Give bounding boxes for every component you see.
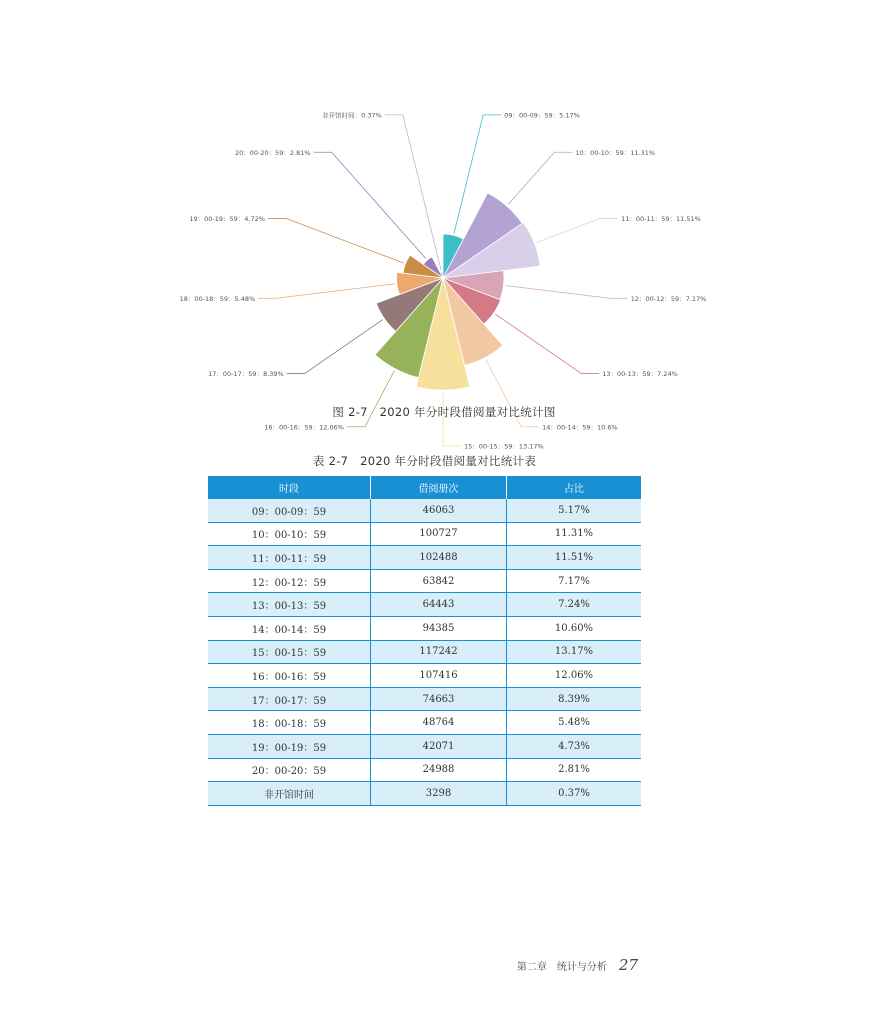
table-row (208, 782, 641, 806)
cell-period: 11：00-11：59 (208, 546, 371, 570)
cell-count: 46063 (371, 499, 507, 522)
slice-label: 18：00-18：59：5.48% (179, 294, 256, 303)
table-row (208, 569, 641, 593)
figure-caption: 图 2-7 2020 年分时段借阅量对比统计图 (332, 405, 556, 419)
slice-label: 17：00-17：59：8.39% (208, 369, 284, 378)
table-row (208, 546, 641, 570)
table-row (208, 758, 641, 782)
cell-count: 3298 (371, 782, 507, 806)
cell-percent: 11.31% (507, 522, 642, 546)
leader-line (314, 152, 426, 258)
slice-label: 19：00-19：59：4.72% (189, 214, 265, 223)
table-row (208, 711, 641, 735)
leader-line (508, 152, 572, 204)
cell-count: 42071 (371, 734, 507, 758)
cell-percent: 13.17% (507, 640, 642, 664)
table-row (208, 734, 641, 758)
header-percent: 占比 (507, 476, 642, 499)
cell-count: 24988 (371, 758, 507, 782)
cell-period: 18：00-18：59 (208, 711, 371, 735)
cell-percent: 8.39% (507, 687, 642, 711)
slice-label: 10：00-10：59：11.31% (575, 148, 656, 157)
cell-percent: 7.24% (507, 593, 642, 617)
slice-label: 15：00-15：59：13.17% (464, 442, 544, 451)
cell-period: 19：00-19：59 (208, 734, 371, 758)
table-row (208, 664, 641, 688)
cell-count: 63842 (371, 569, 507, 593)
cell-period: 10：00-10：59 (208, 522, 371, 546)
cell-period: 15：00-15：59 (208, 640, 371, 664)
slice-label: 09：00-09：59：5.17% (504, 111, 580, 120)
table-caption: 表 2-7 2020 年分时段借阅量对比统计表 (312, 454, 537, 468)
cell-period: 09：00-09：59 (208, 499, 371, 522)
cell-count: 102488 (371, 546, 507, 570)
cell-percent: 4.73% (507, 734, 642, 758)
leader-line (287, 320, 383, 374)
slice-label: 13：00-13：59：7.24% (602, 369, 678, 378)
cell-count: 100727 (371, 522, 507, 546)
table-row (208, 593, 641, 617)
cell-period: 非开馆时间 (208, 782, 371, 806)
page-number: 27 (618, 956, 638, 974)
leader-line (258, 284, 395, 298)
cell-percent: 12.06% (507, 664, 642, 688)
cell-period: 17：00-17：59 (208, 687, 371, 711)
cell-percent: 11.51% (507, 546, 642, 570)
page-footer (517, 956, 638, 974)
table-row (208, 687, 641, 711)
cell-count: 94385 (371, 616, 507, 640)
slice-label: 11：00-11：59：11.51% (621, 214, 701, 223)
cell-period: 13：00-13：59 (208, 593, 371, 617)
stats-table (208, 476, 641, 806)
cell-count: 107416 (371, 664, 507, 688)
cell-period: 20：00-20：59 (208, 758, 371, 782)
cell-period: 12：00-12：59 (208, 569, 371, 593)
cell-percent: 10.60% (507, 616, 642, 640)
header-period: 时段 (208, 476, 371, 499)
cell-percent: 7.17% (507, 569, 642, 593)
leader-line (506, 286, 628, 299)
cell-percent: 2.81% (507, 758, 642, 782)
cell-count: 64443 (371, 593, 507, 617)
slice-label: 非开馆时间：0.37% (322, 111, 382, 120)
table-row (208, 640, 641, 664)
cell-percent: 0.37% (507, 782, 642, 806)
leader-line (385, 115, 441, 270)
table-row (208, 522, 641, 546)
leader-line (268, 218, 404, 263)
cell-percent: 5.48% (507, 711, 642, 735)
cell-percent: 5.17% (507, 499, 642, 522)
table-header-row (208, 476, 641, 499)
slice-label: 20：00-20：59：2.81% (235, 148, 311, 157)
cell-period: 14：00-14：59 (208, 616, 371, 640)
header-count: 借阅册次 (371, 476, 507, 499)
cell-period: 16：00-16：59 (208, 664, 371, 688)
slice-label: 14：00-14：59：10.6% (542, 423, 618, 432)
cell-count: 48764 (371, 711, 507, 735)
slice-label: 16：00-16：59：12.06% (264, 423, 344, 432)
cell-count: 74663 (371, 687, 507, 711)
leader-line (495, 314, 599, 373)
cell-count: 117242 (371, 640, 507, 664)
table-row (208, 499, 641, 522)
table-row (208, 616, 641, 640)
leader-line (536, 218, 618, 242)
chapter-title: 第二章 统计与分析 (516, 962, 607, 973)
slice-label: 12：00-12：59：7.17% (630, 294, 707, 303)
